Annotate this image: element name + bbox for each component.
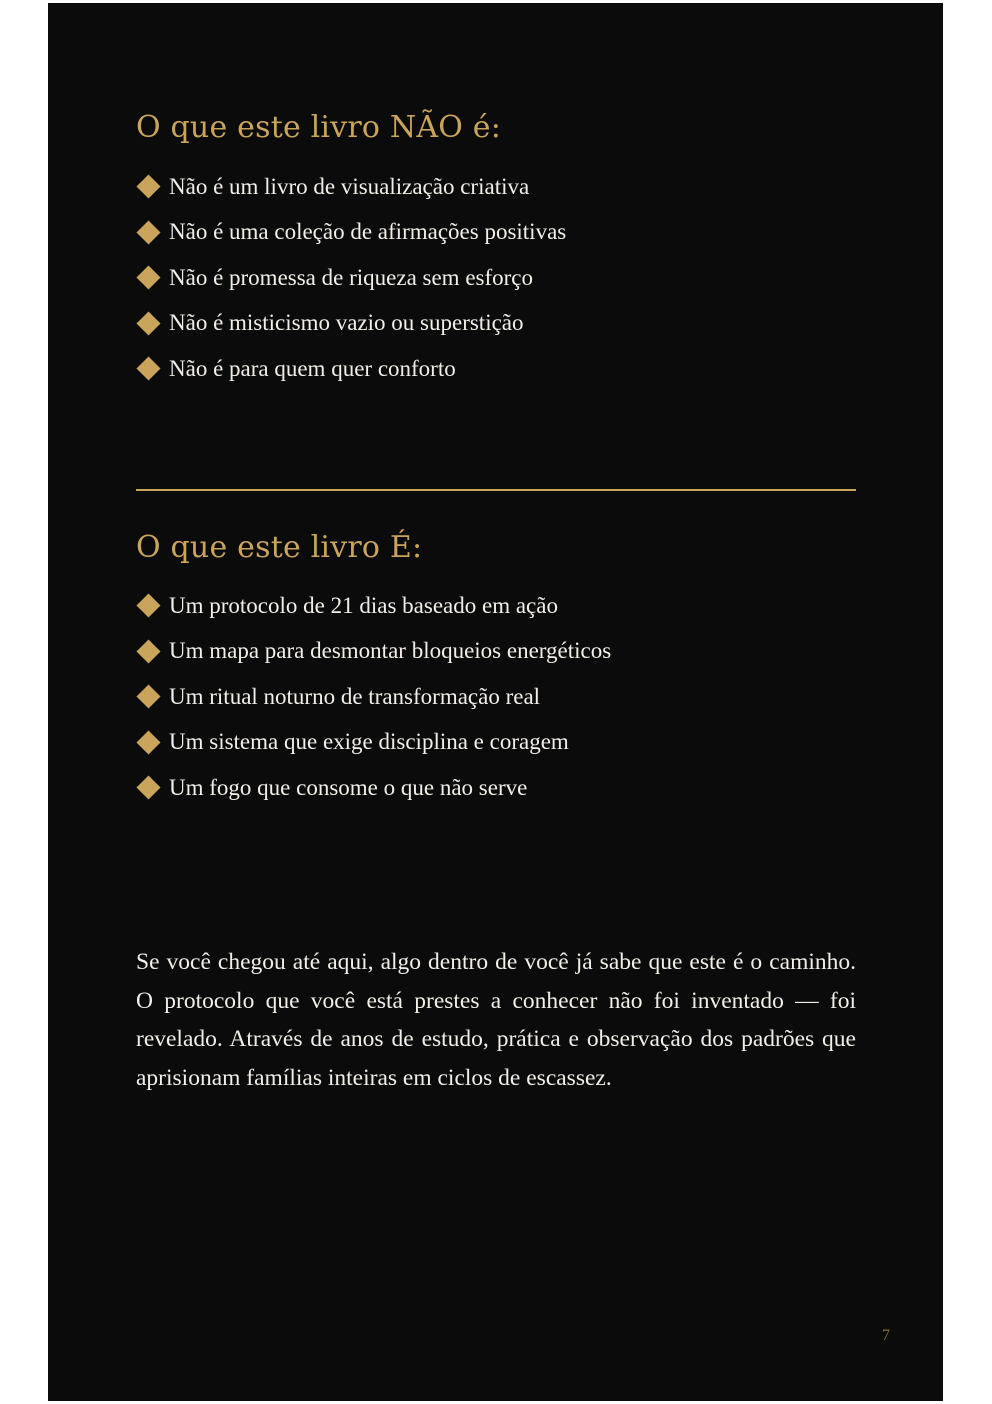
diamond-bullet-icon [136, 175, 160, 199]
diamond-bullet-icon [136, 639, 160, 663]
list-item-text: Não é um livro de visualização criativa [169, 173, 530, 199]
book-page [48, 3, 943, 1401]
not-list [136, 164, 566, 392]
section-title-is: O que este livro É: [136, 530, 423, 565]
list-item-text: Não é uma coleção de afirmações positivas [169, 219, 567, 245]
diamond-bullet-icon [136, 685, 160, 709]
list-item [136, 255, 566, 301]
list-item-text: Não é misticismo vazio ou superstição [169, 310, 524, 336]
list-item [136, 583, 611, 629]
is-list [136, 583, 611, 811]
diamond-bullet-icon [136, 220, 160, 244]
list-item [136, 674, 611, 720]
list-item-text: Um sistema que exige disciplina e coragem [169, 729, 569, 755]
list-item [136, 301, 566, 347]
diamond-bullet-icon [136, 776, 160, 800]
diamond-bullet-icon [136, 357, 160, 381]
list-item [136, 210, 566, 256]
list-item-text: Não é promessa de riqueza sem esforço [169, 264, 534, 290]
list-item [136, 720, 611, 766]
diamond-bullet-icon [136, 730, 160, 754]
list-item-text: Um ritual noturno de transformação real [169, 683, 541, 709]
list-item-text: Um mapa para desmontar bloqueios energéticos [169, 638, 612, 664]
list-item-text: Um fogo que consome o que não serve [169, 774, 528, 800]
list-item [136, 765, 611, 811]
diamond-bullet-icon [136, 266, 160, 290]
gold-divider [136, 489, 856, 491]
list-item [136, 346, 566, 392]
page-number: 7 [882, 1327, 890, 1344]
list-item [136, 629, 611, 675]
list-item-text: Não é para quem quer conforto [169, 355, 456, 381]
body-paragraph: Se você chegou até aqui, algo dentro de você já sabe que este é o caminho. O protocolo que você está prestes a conhecer não foi inventado — foi revelado. Através de anos de estudo, prática e observação dos padrões que aprisionam famílias inteiras em ciclos de escassez. [136, 949, 856, 1091]
diamond-bullet-icon [136, 594, 160, 618]
section-title-not: O que este livro NÃO é: [136, 110, 502, 145]
list-item [136, 164, 566, 210]
list-item-text: Um protocolo de 21 dias baseado em ação [169, 592, 558, 618]
diamond-bullet-icon [136, 311, 160, 335]
